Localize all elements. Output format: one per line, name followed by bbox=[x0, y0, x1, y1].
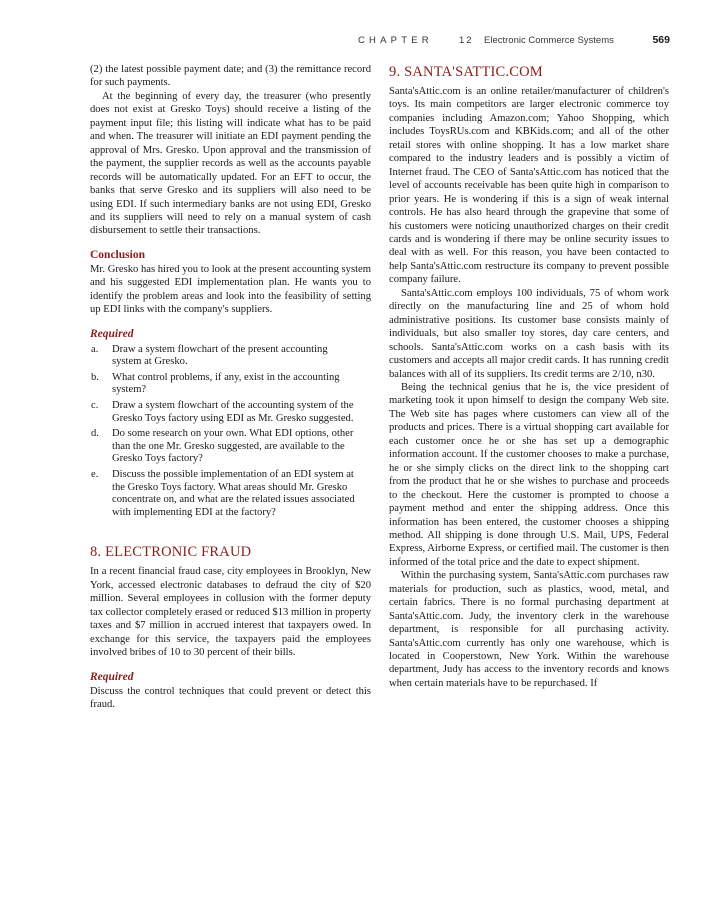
section-8-required-text: Discuss the control techniques that could prevent or detect this fraud. bbox=[90, 685, 371, 711]
required-heading: Required bbox=[90, 327, 134, 340]
chapter-number: 12 bbox=[459, 35, 474, 46]
conclusion-text: Mr. Gresko has hired you to look at the present accounting system and his suggested EDI implementation plan. He wants you to identify the problem areas and look into the feasibility of setting up EDI links with the company's suppliers. bbox=[90, 263, 371, 316]
right-column bbox=[389, 63, 669, 690]
paragraph: (2) the latest possible payment date; and (3) the remittance record for such payments. bbox=[90, 64, 371, 89]
paragraph: Santa'sAttic.com employs 100 individuals, 75 of whom work directly on the manufacturing line and 25 of whom hold administrative positions. Its customer base consists mainly of individuals, but also smaller toy stores, day care centers, and schools. Santa'sAttic.com works on a cash basis with its customers and accepts all major credit cards. It has running credit balances with all of its suppliers. Its credit terms are 2/10, n30. bbox=[389, 287, 669, 380]
paragraph: Santa'sAttic.com is an online retailer/manufacturer of children's toys. Its main competitors are larger electronic commerce toy companies including Amazon.com; Yahoo Shopping, which includes ToysRUs.com and KBKids.com; and all of the other retail stores with online shopping. It has a low market share compared to the industry leaders and is possibly a victim of Internet fraud. The CEO of Santa'sAttic.com has noticed that the level of accounts receivable has been quite high in comparison to prior years. He is wondering if this is a sign of weak internal controls. He has also heard through the grapevine that some of his customers were noticing unauthorized charges on their credit cards and is wondering if there may be online security issues to deal with as well. For this reason, you have been contacted to help Santa'sAttic.com restructure its company to prevent possible company failure. bbox=[389, 86, 669, 286]
list-item: d. Do some research on your own. What EDI options, other than the one Mr. Gresko suggested, are available to the Gresko Toys factory? bbox=[91, 428, 354, 465]
section-8-text: In a recent financial fraud case, city employees in Brooklyn, New York, accessed electronic databases to defraud the city of $20 million. Several employees in collusion with the former deputy tax collector completely erased or reduced $13 million in property taxes and $7 million in accrued interest that taxpayers owed. In exchange for this service, the taxpayers paid the employees involved bribes of 10 to 30 percent of their bills. bbox=[90, 566, 371, 659]
list-item: e. Discuss the possible implementation of an EDI system at the Gresko Toys factory. What areas should Mr. Gresko concentrate on, and what are the related issues associated with implementing EDI at the factory? bbox=[91, 469, 355, 518]
paragraph: At the beginning of every day, the treasurer (who presently does not exist at Gresko Toys) should receive a listing of the payment input file; this listing will indicate what has to be paid and when. The treasurer will initiate an EDI payment pending the approval of Mrs. Gresko. Upon approval and the transmission of the payment, the supplier records as well as the accounts payable records will be automatically updated. For an EFT to occur, the banks that serve Gresko and its suppliers will also need to be using EDI. If such intermediary banks are not using EDI, Gresko and its suppliers will need to rely on a manual system of cash disbursement to settle their transactions. bbox=[90, 90, 371, 237]
list-item: b. What control problems, if any, exist in the accounting system? bbox=[91, 371, 340, 396]
paragraph: Within the purchasing system, Santa'sAttic.com purchases raw materials for production, such as plastics, wood, metal, and certain fabrics. There is no formal purchasing department at Santa'sAttic.com. Judy, the inventory clerk in the warehouse department, is responsible for all purchasing activity. Santa'sAttic.com currently has only one warehouse, which is located in Cooperstown, New York. Within the warehouse department, Judy has access to the inventory records and knows when certain materials have to be repurchased. If bbox=[389, 570, 669, 689]
chapter-title: Electronic Commerce Systems bbox=[484, 35, 614, 46]
list-item: a. Draw a system flowchart of the present accounting system at Gresko. bbox=[91, 343, 328, 368]
left-column bbox=[90, 63, 371, 712]
paragraph: Being the technical genius that he is, the vice president of marketing took it upon himself to design the company Web site. The Web site has pages where customers can view all of the products and prices. There is a virtual shopping cart available for each customer once he or she has set up a demographic information account. If the customer chooses to make a purchase, he or she simply clicks on the direct link to the shopping cart from the product that he or she wishes to purchase and proceeds to the checkout. Here the customer is prompted to choose a payment method and enter the shipping address. Once this information has been entered, the customer chooses a shipping method. All shipping is done through U.S. Mail, UPS, Federal Express, Airborne Express, or certified mail. The customer is then informed of the total price and the date to expect shipment. bbox=[389, 381, 669, 568]
list-item: c. Draw a system flowchart of the accounting system of the Gresko Toys factory using EDI as Mr. Gresko suggested. bbox=[91, 400, 354, 424]
required-list bbox=[90, 344, 371, 520]
section-9-title: 9. SANTA'SATTIC.COM bbox=[389, 64, 543, 80]
section-8-title: 8. ELECTRONIC FRAUD bbox=[90, 544, 252, 561]
chapter-label: CHAPTER bbox=[358, 35, 433, 46]
page-number: 569 bbox=[652, 34, 670, 46]
running-header bbox=[358, 34, 670, 50]
section-8-required-heading: Required bbox=[90, 670, 134, 683]
conclusion-heading: Conclusion bbox=[90, 248, 145, 261]
